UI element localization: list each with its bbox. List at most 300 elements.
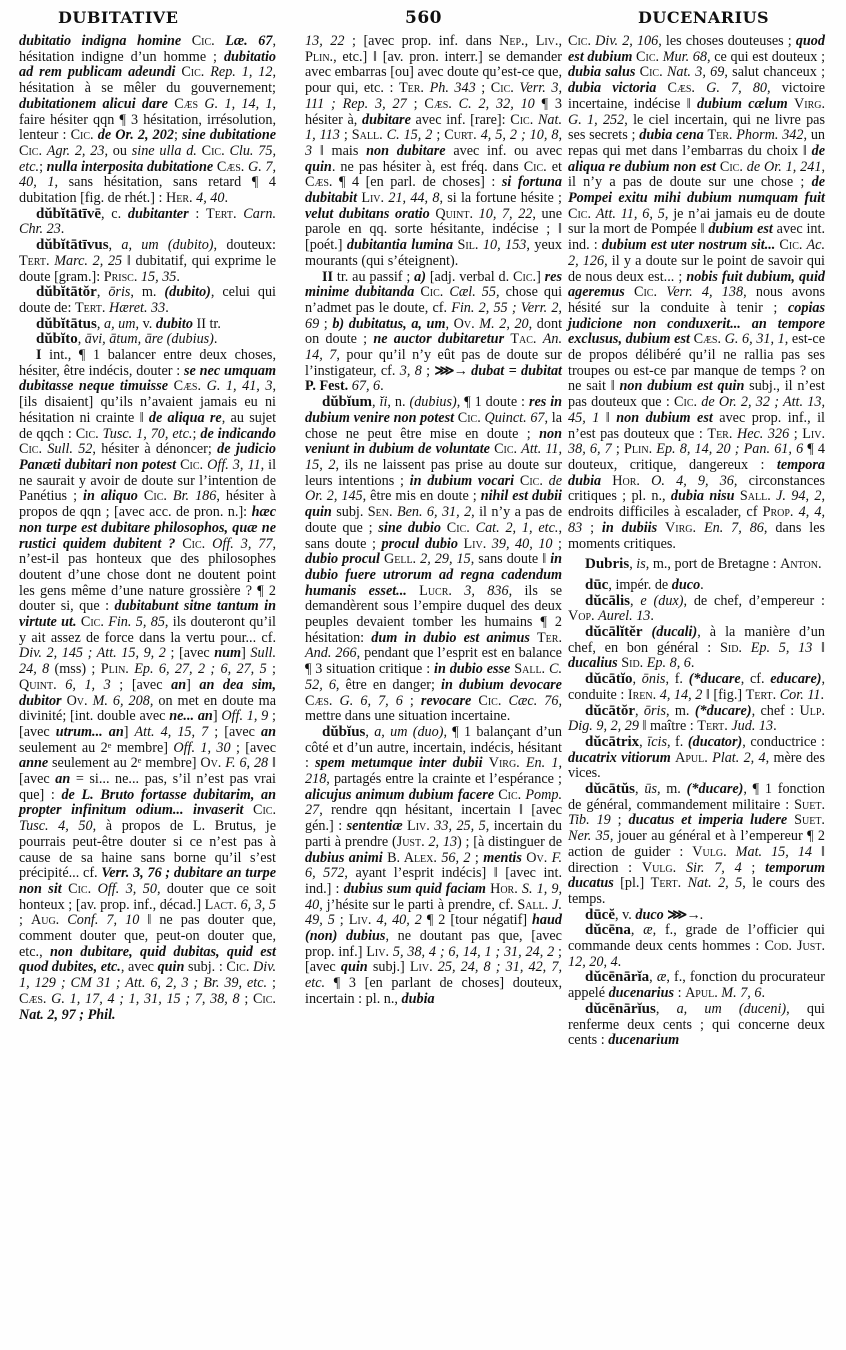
text-run: Div. 2, 106: [595, 33, 659, 49]
text-run: .: [60, 221, 65, 238]
author-abbrev: Prisc.: [103, 268, 138, 285]
text-run: .: [617, 953, 622, 970]
text-run: (mss) ;: [49, 661, 101, 678]
text-run: , partagés entre la crainte et l’espérance ;: [326, 771, 562, 788]
text-run: Ph. 343: [429, 80, 476, 97]
text-run: ;: [611, 441, 625, 458]
text-run: a): [414, 268, 426, 285]
text-run: ,: [629, 556, 637, 573]
text-run: subj.]: [367, 959, 410, 976]
text-run: Ben. 6, 31, 2: [396, 504, 472, 521]
author-abbrev: Cæs.: [305, 174, 333, 191]
text-run: S. 1, 9, 40: [305, 880, 563, 913]
text-run: G. 1, 17, 4 ; 1, 31, 15 ; 7, 38, 8: [51, 990, 240, 1007]
author-abbrev: Virg.: [488, 755, 520, 772]
text-run: Att. 11, 15, 2: [305, 441, 563, 473]
text-run: , rendre qqn hésitant, incertain ‖ [avec gén.] :: [305, 802, 562, 835]
headword: dŭbĭtātīvus: [36, 237, 109, 254]
text-run: (*ducare: [688, 671, 741, 688]
text-run: ; [avec: [165, 645, 215, 662]
author-abbrev: Cic.: [490, 80, 514, 97]
text-run: G. 7, 80: [706, 80, 768, 97]
text-run: Off. 3, 11: [207, 456, 261, 473]
author-abbrev: Liv.: [361, 190, 385, 207]
text-run: alicujus animum dubium facere: [305, 786, 495, 803]
text-run: ;: [741, 859, 766, 876]
text-run: , douteux:: [213, 237, 276, 254]
text-run: , etc.] ‖ [av. pron. interr.] se demander avec embarras [ou] avec doute qu’est-ce que, pour qui, etc. :: [305, 48, 562, 97]
text-run: G. 6, 31, 1: [724, 331, 785, 348]
author-abbrev: Cæs.: [216, 158, 245, 175]
text-run: ,: [96, 315, 104, 332]
text-run: Tusc. 1, 70, etc.: [102, 425, 193, 442]
text-run: :: [674, 985, 686, 1002]
text-run: ‖: [599, 409, 617, 426]
text-run: ;: [552, 535, 562, 552]
headword: dūc: [585, 576, 609, 593]
dictionary-entry: [19, 207, 276, 238]
text-run: ‖ maître :: [638, 718, 698, 735]
text-run: 4, 14, 2: [659, 686, 703, 703]
text-run: a, um (duo): [374, 723, 444, 740]
text-run: ducenarius: [608, 985, 675, 1002]
text-run: .: [213, 331, 218, 348]
text-run: Fin. 2, 55 ; Verr. 2, 69: [305, 299, 562, 332]
author-abbrev: Lact.: [204, 896, 237, 913]
text-run: , être mis en doute ;: [362, 488, 481, 505]
text-run: Rep. 1, 12: [210, 64, 273, 81]
dictionary-entry: [568, 704, 825, 735]
text-run: ]: [212, 708, 222, 725]
text-run: ,: [630, 592, 641, 609]
author-abbrev: Curt.: [444, 127, 477, 144]
text-run: num: [214, 645, 242, 662]
text-run: G. 1, 41, 3: [206, 378, 273, 395]
text-run: Mat. 15, 14: [735, 843, 813, 860]
text-run: Sir. 7, 4: [685, 859, 742, 876]
text-run: ;: [339, 127, 352, 144]
text-run: Nat. 2, 97 ; Phil.: [19, 1006, 116, 1023]
author-abbrev: Liv.: [348, 912, 372, 929]
text-run: ,: [635, 702, 644, 719]
text-run: .: [700, 576, 704, 593]
text-run: Verr. 3, 111 ; Rep. 3, 27: [305, 80, 563, 112]
text-run: dubia cena: [639, 127, 704, 144]
text-run: ūs: [644, 781, 657, 798]
text-run: e (dux): [640, 592, 684, 609]
text-run: , f.: [665, 671, 689, 688]
dictionary-entry: [568, 625, 825, 672]
text-run: , m.: [665, 702, 695, 719]
text-run: , hésitation indigne d’un homme ;: [19, 33, 276, 65]
text-run: ducatus et imperia ludere: [628, 812, 788, 829]
text-run: ; [avec: [208, 723, 262, 740]
text-run: 4, 40, 2: [376, 912, 422, 929]
text-run: [332, 693, 339, 709]
text-run: , à propos de L. Brutus, je pourrais peut-être douter si ce n’est pas à cause de sa haine sans borne qu’il s’est précipité... cf.: [19, 818, 276, 882]
author-abbrev: Tac.: [510, 331, 537, 348]
text-run: tr. au passif ;: [333, 268, 415, 285]
text-run: int., ¶ 1 balancer entre deux choses, hésiter, être indécis, douter :: [19, 347, 276, 379]
text-run: ;: [267, 975, 276, 992]
dictionary-entry: [19, 348, 276, 1023]
column-middle: [305, 34, 562, 1008]
text-run: ;: [319, 315, 333, 332]
text-run: [727, 844, 736, 860]
author-abbrev: Cic.: [180, 456, 204, 473]
text-run: ducalius: [568, 655, 618, 672]
text-run: Nat. 1, 113: [305, 111, 562, 144]
dictionary-entry: [568, 782, 825, 908]
text-run: And. 266: [305, 645, 357, 662]
text-run: ,: [635, 781, 645, 798]
text-run: in dubiis: [601, 519, 658, 536]
text-run: 38, 6, 7: [568, 441, 612, 458]
text-run: duco: [635, 906, 664, 923]
text-run: [695, 80, 706, 96]
author-abbrev: Cic.: [568, 33, 592, 49]
text-run: ,: [632, 671, 642, 688]
text-run: II tr.: [192, 315, 221, 332]
text-run: Clu. 75, etc.: [19, 142, 276, 175]
text-run: , salut chanceux ;: [724, 64, 826, 81]
author-abbrev: Cic.: [70, 127, 94, 144]
text-run: ; [avec: [19, 708, 276, 740]
author-abbrev: Hor.: [612, 472, 640, 489]
text-run: , à la manière d’un chef, en bon général :: [568, 624, 825, 656]
text-run: Ner. 35: [568, 828, 610, 845]
author-abbrev: Cic.: [19, 441, 43, 458]
text-run: ; [avec: [305, 943, 562, 976]
text-run: , endroits difficiles à escalader, cf: [568, 488, 825, 521]
text-run: (*ducare): [694, 702, 752, 719]
text-run: nobis fuit dubium, quid ageremus: [568, 268, 825, 301]
text-run: Phorm. 342: [736, 127, 804, 144]
text-run: Agr. 2, 23: [46, 142, 105, 159]
author-abbrev: Sall.: [351, 127, 383, 144]
text-run: dum in dubio est animus: [371, 629, 530, 646]
headword: dūcĕ: [585, 906, 615, 923]
author-abbrev: Ov.: [66, 692, 88, 709]
author-abbrev: B. Alex.: [387, 849, 437, 866]
text-run: non veniunt in dubium de voluntate: [305, 425, 562, 458]
dictionary-entry: [305, 725, 562, 1008]
author-abbrev: Aug.: [30, 912, 60, 929]
text-run: Ep. 5, 13: [750, 639, 813, 656]
author-abbrev: Cic.: [719, 158, 743, 175]
text-run: .: [773, 718, 777, 735]
text-run: Att. 4, 15, 7: [134, 723, 209, 740]
text-run: quin: [340, 959, 368, 976]
text-run: ducatrix vitiorum: [568, 749, 671, 766]
text-run: = si... ne... pas, s’il n’est pas vrai que] :: [19, 771, 276, 803]
text-run: ,: [639, 733, 648, 750]
text-run: ;: [192, 425, 201, 442]
headword: dŭcālĭtĕr: [585, 624, 643, 641]
text-run: ,: [655, 1000, 677, 1017]
text-run: ōris: [108, 284, 131, 301]
text-run: sententiæ: [346, 818, 403, 835]
author-abbrev: Cic.: [513, 268, 537, 285]
author-abbrev: Lucr.: [419, 582, 452, 599]
text-run: Cor. 11: [779, 686, 821, 703]
text-run: ]: [536, 268, 545, 285]
text-run: , ou: [104, 142, 132, 159]
text-run: dubitatio ad rem publicam adeundi: [19, 48, 276, 81]
entry-continuation: [568, 34, 825, 552]
author-abbrev: Ter.: [707, 425, 733, 442]
text-run: , il ne saurait y avoir de doute sur l’intention de Panétius ;: [19, 456, 277, 505]
author-abbrev: Cic.: [519, 472, 543, 489]
text-run: Jud. 13: [731, 718, 774, 735]
text-run: ]: [241, 645, 251, 662]
text-run: copias judicione non conduxerit... an tempore exclusus, dubium est: [568, 299, 825, 348]
text-run: subj. :: [184, 959, 227, 976]
text-run: Sull. 24, 8: [19, 645, 276, 678]
text-run: .: [761, 985, 766, 1002]
author-abbrev: Cic.: [457, 409, 481, 426]
text-run: Ac. 2, 126: [568, 237, 826, 269]
author-abbrev: Tert.: [650, 875, 682, 892]
text-run: in dubio esse: [434, 661, 511, 678]
text-run: ōnis: [641, 671, 666, 688]
text-run: revocare: [420, 692, 472, 709]
headword: Dubris: [585, 556, 630, 573]
text-run: Br. 186: [172, 488, 217, 505]
author-abbrev: Cic.: [252, 990, 276, 1007]
author-abbrev: Apul.: [685, 985, 718, 1002]
text-run: æ: [656, 969, 667, 986]
author-abbrev: Sid.: [719, 639, 742, 656]
text-run: dubitationem alicui dare: [19, 95, 168, 112]
text-run: se nec umquam dubitasse neque timuisse: [19, 362, 276, 395]
text-run: , mettre dans une situation incertaine.: [305, 692, 563, 725]
text-run: , un repas qui met dans l’embarras du choix ‖: [568, 127, 826, 159]
text-run: , v.: [135, 315, 156, 332]
text-run: dubium cælum: [696, 95, 788, 112]
text-run: ,: [372, 394, 380, 411]
text-run: ;: [470, 849, 484, 866]
text-run: Sull. 52: [47, 441, 93, 458]
text-run: ]: [123, 723, 135, 740]
author-abbrev: Vulg.: [692, 843, 727, 860]
text-run: hæc non turpe est dubitare philosophos, quæ ne rustici quidem dubitent ?: [19, 504, 276, 552]
author-abbrev: Cic.: [779, 237, 803, 254]
text-run: , f., fonction du procurateur appelé: [568, 969, 826, 1002]
text-run: , avec: [120, 959, 158, 976]
text-run: .: [380, 378, 384, 395]
text-run: , pendant que l’esprit est en balance ¶ 3 situation critique :: [305, 645, 562, 678]
text-run: ōris: [643, 702, 666, 719]
dictionary-entry: [19, 332, 276, 348]
text-run: , le ciel incertain, qui ne livre pas ses secrets ;: [568, 111, 825, 144]
text-run: [452, 583, 464, 599]
text-run: Off. 1, 9: [221, 708, 269, 725]
headword: dŭbĭus: [322, 723, 366, 740]
text-run: Conf. 7, 10: [67, 912, 140, 929]
author-abbrev: Vulg.: [641, 859, 677, 876]
text-run: , f.: [666, 733, 688, 750]
text-run: sine dubitatione: [182, 127, 277, 144]
text-run: G. 7, 40, 1: [19, 158, 277, 191]
text-run: , sans doute ‖: [470, 551, 551, 568]
text-run: 2, 29, 15: [420, 551, 471, 568]
text-run: , ils ne laissent pas prise au doute sur leurs intentions ;: [305, 456, 563, 489]
author-abbrev: Ov.: [526, 849, 548, 866]
text-run: non dubium est: [616, 409, 713, 426]
text-run: de Or. 2, 202: [97, 127, 174, 144]
text-run: ;: [432, 127, 445, 144]
author-abbrev: Cæs.: [305, 692, 333, 709]
text-run: , j’hésite sur le parti à prendre, cf.: [319, 896, 518, 913]
author-abbrev: Cæs.: [173, 378, 202, 395]
text-run: 5, 38, 4 ; 6, 14, 1 ; 31, 24, 2: [392, 943, 555, 960]
text-run: sine dubio: [378, 519, 441, 536]
text-run: , douter que ce soit honteux ; [av. prop. inf., décad.]: [19, 880, 277, 913]
text-run: ,: [96, 284, 109, 301]
author-abbrev: Sen.: [367, 504, 393, 521]
text-run: dubius animi: [305, 849, 383, 866]
author-abbrev: Suet.: [794, 796, 825, 813]
author-abbrev: Liv.: [463, 535, 487, 552]
headword: dŭcātŭs: [585, 781, 636, 798]
text-run: , de chef, d’empereur :: [683, 592, 825, 609]
author-abbrev: Cæs.: [667, 80, 695, 97]
text-run: de Or. 2, 145: [305, 472, 563, 505]
author-abbrev: Cic.: [634, 284, 658, 301]
text-run: [243, 802, 253, 818]
text-run: 21, 44, 8: [388, 190, 440, 207]
text-run: [530, 630, 537, 646]
author-abbrev: Cod. Just.: [764, 938, 825, 955]
author-abbrev: Virg.: [794, 95, 826, 112]
text-run: , chef :: [751, 702, 800, 719]
author-abbrev: Ter.: [537, 629, 563, 646]
text-run: ‖ direction :: [568, 843, 826, 876]
text-run: a, um (dubito): [121, 237, 214, 254]
text-run: Nat. 3, 69: [666, 64, 725, 81]
text-run: Verr. 4, 138: [666, 284, 744, 301]
text-run: quod est dubium: [568, 33, 825, 65]
text-run: , la chose ne peut être mise en doute ;: [305, 409, 562, 442]
text-run: velut dubitans oratio: [305, 205, 430, 222]
text-run: Off. 3, 77: [212, 535, 273, 552]
text-run: dubat = dubitat: [471, 362, 562, 379]
text-run: , celui qui doute de:: [19, 284, 277, 316]
left-guide-word: DUBITATIVE: [58, 8, 179, 27]
author-abbrev: Virg.: [665, 519, 697, 536]
author-abbrev: Liv.: [409, 959, 433, 976]
author-abbrev: Tert.: [697, 718, 728, 735]
author-abbrev: Plin.: [305, 48, 334, 65]
author-abbrev: Ulp.: [799, 702, 826, 719]
text-run: 2, 13: [428, 833, 458, 850]
text-run: Tusc. 4, 50: [19, 818, 93, 835]
author-abbrev: Tert.: [74, 299, 106, 316]
text-run: [407, 583, 419, 599]
text-run: temporum ducatus: [568, 859, 825, 892]
text-run: non dubitare: [366, 142, 446, 159]
text-run: [657, 520, 665, 536]
headword: dŭcēnārĭa: [585, 969, 650, 986]
text-run: an: [261, 723, 276, 740]
text-run: , une parole en qq. sorte hésitante, indécise ; ‖ [poét.]: [305, 205, 563, 254]
dictionary-entry: [568, 923, 825, 970]
text-run: ;: [402, 692, 421, 709]
text-run: O. 4, 9, 36: [651, 472, 734, 489]
author-abbrev: Cic.: [446, 519, 470, 536]
author-abbrev: Cæs: [174, 95, 199, 112]
text-run: , circonstances critiques ; pl. n.,: [568, 472, 826, 505]
author-abbrev: Cic.: [68, 880, 92, 897]
text-run: (*ducare): [686, 781, 744, 798]
dictionary-entry: [568, 578, 825, 594]
text-run: ) ; [à distinguer de: [457, 833, 562, 850]
text-run: 3, 8: [399, 362, 422, 379]
author-abbrev: Liv.: [407, 818, 430, 835]
author-abbrev: Cic.: [674, 394, 698, 411]
column-left: [19, 34, 276, 1023]
text-run: dubius sum quid faciam: [343, 880, 486, 897]
author-abbrev: Just.: [396, 833, 425, 850]
text-run: ;: [39, 158, 47, 175]
text-run: Hæret. 33: [109, 299, 166, 316]
dictionary-entry: [568, 1002, 825, 1049]
text-run: ,: [558, 33, 562, 49]
text-run: , ils douteront qu’il y ait assez de force dans la vertu pour... cf.: [19, 614, 277, 646]
text-run: dubium est: [708, 221, 773, 238]
author-abbrev: Cic.: [143, 488, 167, 505]
text-run: Div. 1, 129 ; CM 31 ; Att. 6, 2, 3 ; Br. 39, etc.: [19, 959, 277, 992]
text-run: [625, 284, 634, 300]
text-run: ¶ 3 hésiter à,: [305, 95, 562, 128]
text-run: tempora dubia: [568, 456, 825, 489]
text-run: dubitabunt sitne tantum in virtute ut.: [19, 598, 277, 631]
author-abbrev: Cic.: [226, 959, 250, 976]
text-run: Aurel. 13: [598, 608, 651, 625]
text-run: ;: [266, 661, 276, 678]
text-run: , chose qui n’admet pas le doute, cf.: [305, 284, 563, 316]
headword: dŭcēna: [585, 922, 631, 939]
text-run: et: [546, 158, 562, 175]
author-abbrev: Cæs.: [693, 331, 722, 348]
text-run: ,: [649, 969, 657, 986]
author-abbrev: Cic.: [191, 33, 215, 49]
text-run: [657, 284, 666, 300]
headword: dŭbĭto: [36, 331, 78, 348]
author-abbrev: Cic.: [181, 64, 205, 81]
text-run: ,: [445, 315, 454, 332]
text-run: G. 1, 14, 1: [204, 95, 273, 112]
text-run: quin: [305, 158, 332, 175]
text-run: 56, 2: [441, 849, 471, 866]
text-run: avec prop. inf., il n’est pas douteux que :: [568, 409, 826, 442]
text-run: de Pompei exitu mihi dubium numquam fuit: [568, 174, 825, 207]
text-run: ;: [475, 80, 491, 97]
text-run: [696, 520, 704, 536]
text-run: is: [636, 556, 646, 573]
author-abbrev: Tert.: [206, 205, 237, 222]
text-run: ;: [789, 425, 803, 442]
text-run: 25, 24, 8 ; 31, 42, 7, etc.: [305, 959, 563, 992]
text-run: non dubitare, quid dubitas, quid est quod dubites, etc.: [19, 943, 277, 976]
text-run: Fin. 5, 85: [108, 614, 165, 631]
text-run: Att. 11, 6, 5: [595, 205, 665, 222]
text-run: ,: [108, 237, 122, 254]
dictionary-entry: [19, 317, 276, 333]
dictionary-entry: [305, 270, 562, 396]
text-run: ,: [630, 922, 644, 939]
